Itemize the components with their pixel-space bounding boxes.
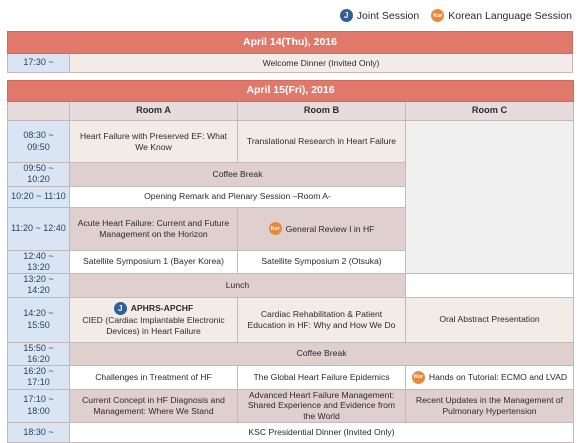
time-cell: 09:50 ~ 10:20 [8,163,70,187]
joint-session-badge-icon: J [114,302,127,315]
korean-session-badge-icon: Kor [431,9,444,22]
room-c-lunch-blank [406,274,574,298]
session-cied [70,297,238,342]
session-acute-heart-failure: Acute Heart Failure: Current and Future Management on the Horizon [70,207,238,250]
time-cell: 11:20 ~ 12:40 [8,207,70,250]
opening-plenary-session: Opening Remark and Plenary Session –Room A- [70,186,406,207]
aphrs-apchf-label: APHRS-APCHF [130,303,194,314]
satellite-symposium-2: Satellite Symposium 2 (Otsuka) [238,250,406,274]
session-general-review-label: General Review I in HF [285,223,375,234]
time-cell: 12:40 ~ 13:20 [8,250,70,274]
time-cell: 08:30 ~ 09:50 [8,121,70,163]
lunch: Lunch [70,274,406,298]
session-hands-on-tutorial [406,366,574,390]
time-cell: 16:20 ~ 17:10 [8,366,70,390]
room-a-header: Room A [70,102,238,121]
korean-session-badge-icon: Kor [412,371,425,384]
room-c-header: Room C [406,102,574,121]
legend-joint-label: Joint Session [356,9,420,22]
day1-welcome-dinner: Welcome Dinner (Invited Only) [70,54,573,73]
session-hfpef: Heart Failure with Preserved EF: What We Know [70,121,238,163]
session-hands-on-tutorial-label: Hands on Tutorial: ECMO and LVAD [428,372,568,383]
session-challenges-treatment: Challenges in Treatment of HF [70,366,238,390]
session-oral-abstract: Oral Abstract Presentation [406,297,574,342]
room-c-empty-block [406,121,574,274]
time-cell: 10:20 ~ 11:10 [8,186,70,207]
legend-korean-label: Korean Language Session [448,9,572,22]
session-pulmonary-hypertension: Recent Updates in the Management of Pulmonary Hypertension [406,389,574,422]
time-cell: 18:30 ~ [8,422,70,442]
day1-schedule-table [7,31,573,73]
day1-title: April 14(Thu), 2016 [8,32,573,54]
day2-schedule-table [7,80,574,443]
legend [328,9,572,22]
coffee-break-2: Coffee Break [70,342,574,366]
session-current-concept: Current Concept in HF Diagnosis and Management: Where We Stand [70,389,238,422]
time-cell: 15:50 ~ 16:20 [8,342,70,366]
session-general-review [238,207,406,250]
satellite-symposium-1: Satellite Symposium 1 (Bayer Korea) [70,250,238,274]
coffee-break-1: Coffee Break [70,163,406,187]
korean-session-badge-icon: Kor [269,222,282,235]
session-cardiac-rehabilitation: Cardiac Rehabilitation & Patient Education in HF: Why and How We Do [238,297,406,342]
time-cell: 13:20 ~ 14:20 [8,274,70,298]
legend-joint [340,9,419,22]
time-cell: 14:20 ~ 15:50 [8,297,70,342]
day1-time: 17:30 ~ [8,54,70,73]
room-b-header: Room B [238,102,406,121]
day2-title: April 15(Fri), 2016 [8,81,574,102]
joint-session-badge-icon: J [340,9,353,22]
time-cell: 17:10 ~ 18:00 [8,389,70,422]
legend-korean [431,9,572,22]
presidential-dinner: KSC Presidential Dinner (Invited Only) [70,422,574,442]
session-translational-research: Translational Research in Heart Failure [238,121,406,163]
session-cied-label: CIED (Cardiac Implantable Electronic Devices) in Heart Failure [82,315,225,336]
header-time-blank [8,102,70,121]
session-global-epidemics: The Global Heart Failure Epidemics [238,366,406,390]
session-advanced-hf-management: Advanced Heart Failure Management: Shared Experience and Evidence from the World [238,389,406,422]
aphrs-apchf-tag [73,302,234,315]
